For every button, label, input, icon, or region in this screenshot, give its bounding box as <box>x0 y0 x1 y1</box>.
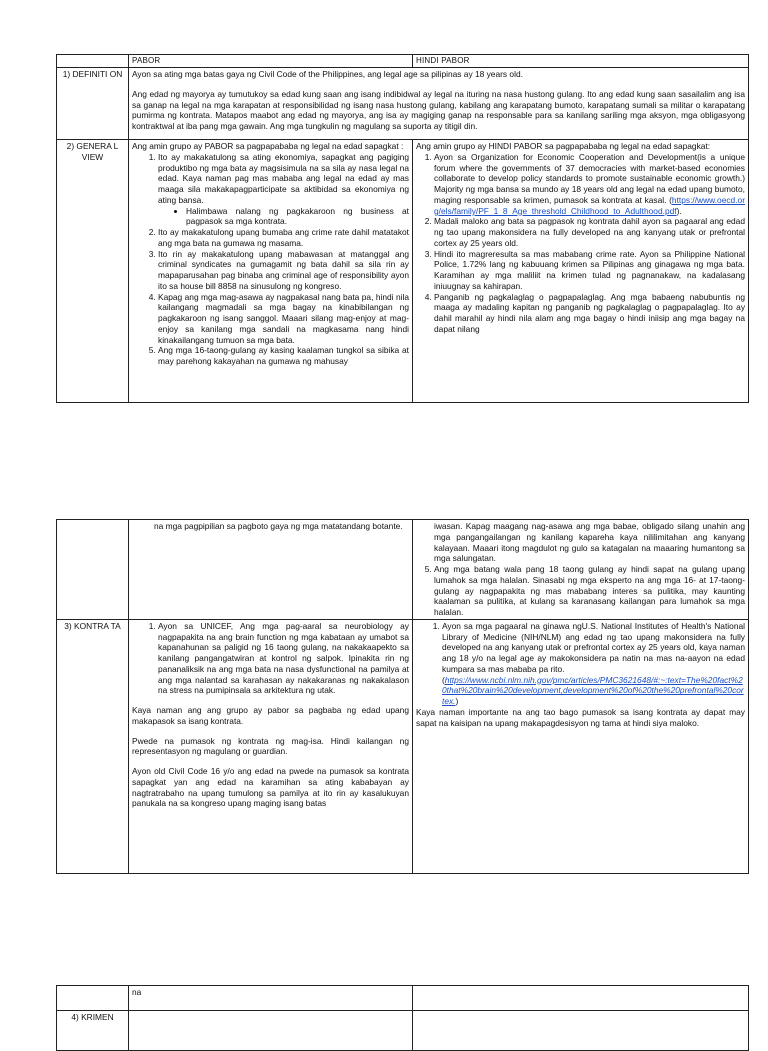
gv-continued-hindi <box>413 520 749 620</box>
pabor-intro: Ang amin grupo ay PABOR sa pagpapababa ng legal na edad sapagkat : <box>132 141 404 152</box>
kontrata-hindi-cell <box>413 619 749 873</box>
empty-label-cell <box>57 986 129 1011</box>
kontrata-pabor-paragraph-3: Ayon old Civil Code 16 y/o ang edad na pwede na pumasok sa kontrata sapagkat yan ang edad na karamihan sa ating kababayan ay nagtratrabaho na upang tumulong sa pamilya at ito rin ay kasalukuyan panukala na sa kongreso upang maging isang batas <box>132 766 409 809</box>
kontrata-label: 3) KONTRA TA <box>57 619 129 873</box>
kontrata-row <box>57 619 749 873</box>
gv-continued-pabor <box>129 520 413 620</box>
list-item: 2. Madali maloko ang bata sa pagpasok ng kontrata dahil ayon sa pagaaral ang edad ng tao upang makonsidera na fully developed na ang kanyang utak or prefrontal cortex ay 25 years old. <box>434 216 745 248</box>
hindi-intro: Ang amin grupo ay HINDI PABOR sa pagpapababa ng legal na edad sapagkat: <box>416 141 711 152</box>
oecd-link[interactable]: https://www.oecd.org/els/family/PF_1_8_Age_threshold_Childhood_to_Adulthood.pdf <box>434 194 745 216</box>
hindi-list <box>416 152 745 335</box>
definition-paragraph-1: Ayon sa ating mga batas gaya ng Civil Code of the Philippines, ang legal age sa pilipinas ay 18 years old. <box>132 69 523 80</box>
hindi-list-continued <box>416 564 745 618</box>
definition-paragraph-2: Ang edad ng mayorya ay tumutukoy sa edad kung saan ang isang indibidwal ay legal na ituring na nasa hustong gulang. Ito ang edad kung saan sasailalim ang isa sa ganap na legal na mga karapatan at responsibilidad ng isang nasa hustong gulang, kabilang ang karapatang bumoto, karapatang sumali sa militar o karapatang pumirma ng kontrata. Matapos maabot ang edad ng mayorya, ang isa ay magiging ganap na responsable para sa kanilang sariling mga aksyon, mga obligasyong kontraktwal at iba pang mga gawain. Ang mga tungkulin ng magulang sa suporta ay titigil din. <box>132 88 745 132</box>
debate-table-page-2 <box>56 519 749 874</box>
header-row <box>57 55 749 68</box>
debate-table-page-3 <box>56 985 749 1051</box>
header-hindi-pabor: HINDI PABOR <box>413 55 749 68</box>
definition-row <box>57 68 749 140</box>
kontrata-pabor-cell <box>129 619 413 873</box>
list-item: 2. Ito ay makakatulong upang bumaba ang crime rate dahil matatakot ang mga bata na gumawa ng masama. <box>158 227 409 249</box>
list-item: 4. Kapag ang mga mag-asawa ay nagpakasal nang bata pa, hindi nila kailangang magmadali sa mga bagay na kinabibilangan ng pagkakaroon ng isang sanggol. Maaari silang mag-enjoy at mag-enjoy sa kanilang mga sandali na magkasama nang hindi kinakailangang tumuon sa mga bata. <box>158 292 409 346</box>
definition-label: 1) DEFINITI ON <box>57 68 129 140</box>
continued-pabor: na <box>129 986 413 1011</box>
gv-continued-hindi-text: iwasan. Kapag maagang nag-asawa ang mga babae, obligado silang unahin ang mga pangangailangan ng kanilang kapareha kaya nililimitahan ang kanyang kalayaan. Maaari itong magdulot ng gulo sa katagalan na maaaring humantong sa mga salungatan. <box>434 521 745 564</box>
kontrata-pabor-paragraph-1: Kaya naman ang ang grupo ay pabor sa pagbaba ng edad upang makapasok sa isang kontrata. <box>132 705 409 726</box>
list-item: 1. Ito ay makakatulong sa ating ekonomiya, sapagkat ang pagiging produktibo ng mga bata ay magsisimula na sa sila ay nasa legal na edad. Kaya naman pag mas mababa ang legal na edad ay mas maaga sila makakapagparticipate sa aktibidad sa ekonomiya ng ating bansa. • Halimbawa nalang ng pagkakaroon ng business at pagpasok sa mga kontrata. <box>158 152 409 227</box>
list-item: 5. Ang mga batang wala pang 18 taong gulang ay hindi sapat na gulang upang lumahok sa mga halalan. Sinasabi ng mga eksperto na ang mga 16- at 17-taong-gulang ay nagpapakita ng mas mababang interes sa pulitika, may kaunting kaalaman sa pulitika, at kulang sa karanasang kailangan para lumahok sa mga halalan. <box>434 564 745 618</box>
general-view-label: 2) GENERA L VIEW <box>57 140 129 403</box>
krimen-label: 4) KRIMEN <box>57 1011 129 1051</box>
list-item: • Halimbawa nalang ng pagkakaroon ng business at pagpasok sa mga kontrata. <box>186 206 409 228</box>
kontrata-hindi-paragraph: Kaya naman importante na ang tao bago pumasok sa isang kontrata ay dapat may sapat na kaisipan na upang makapagdesisyon ng tama at hindi siya maloko. <box>416 706 745 728</box>
pabor-list <box>132 152 409 367</box>
list-item: 4. Panganib ng pagkalaglag o pagpapalaglag. Ang mga babaeng nabubuntis ng maaga ay madaling kapitan ng panganib ng pagkalaglag o pagpapalaglag. Ito ay dahil marahil ay hindi nila alam ang mga bagay o hindi iniisip ang mga bagay na dapat nilang <box>434 292 745 335</box>
list-item: 3. Ito rin ay makakatulong upang mabawasan at matanggal ang criminal syndicates na gumagamit ng bata dahil sa sila rin ay mapaparusahan pag binaba ang criminal age of responsibility ayon ito sa house bill 8858 na sinusulong ng kongreso. <box>158 249 409 292</box>
header-pabor: PABOR <box>129 55 413 68</box>
nih-link[interactable]: https://www.ncbi.nlm.nih.gov/pmc/articles/PMC3621648/#:~:text=The%20fact%20that%20brain%20development,development%20of%20the%20prefrontal%20cortex. <box>442 674 744 706</box>
continued-hindi <box>413 986 749 1011</box>
empty-label-cell <box>57 520 129 620</box>
list-item: 3. Hindi ito magreresulta sa mas mababang crime rate. Ayon sa Philippine National Police, 1.72% lang ng kabuuang krimen sa Pilipinas ang ginagawa ng mga bata. Karamihan ay mga maliliit na krimen tulad ng pagnanakaw, na kadalasang iniuugnay sa kahirapan. <box>434 249 745 292</box>
continued-row <box>57 986 749 1011</box>
list-item: 1. Ayon sa UNICEF, Ang mga pag-aaral sa neurobiology ay nagpapakita na ang brain function ng mga kabataan ay umabot sa kapanahunan sa paligid ng 16 taong gulang, na nakakaapekto sa kanilang pangangatwiran at kontrol ng salpok. Ipinakita rin ng pananaliksik na ang mga bata na nasa dysfunctional na pamilya at ang mga nalantad sa karahasan ay nakakaranas ng nakakalason na stress na pumipinsala sa arkitektura ng utak. <box>158 621 409 696</box>
nih-link-paragraph: (https://www.ncbi.nlm.nih.gov/pmc/articles/PMC3621648/#:~:text=The%20fact%20that%20brain%20development,development%20of%20the%20prefrontal%20cortex.) <box>442 674 744 706</box>
list-item: 1. Ayon sa Organization for Economic Cooperation and Development(is a unique forum where the governments of 37 democracies with market-based economies collaborate to develop policy standards to promote sustainable economic growth.) Majority ng mga bansa sa mundo ay 18 years old ang legal na edad upang bumoto, maging responsable sa krimen, pumasok sa kontrata at kasal. (https://www.oecd.org/els/family/PF_1_8_Age_threshold_Childhood_to_Adulthood.pdf). <box>434 152 745 217</box>
kontrata-pabor-paragraph-2: Pwede na pumasok ng kontrata ng mag-isa. Hindi kailangan ng representasyon ng magulang or guardian. <box>132 735 409 757</box>
general-view-pabor-cell <box>129 140 413 403</box>
header-empty-cell <box>57 55 129 68</box>
kontrata-pabor-list <box>132 621 409 696</box>
list-item: 5. Ang mga 16-taong-gulang ay kasing kaalaman tungkol sa sibika at may parehong kakayahan na gumawa ng mahusay <box>158 345 409 367</box>
krimen-pabor-cell <box>129 1011 413 1051</box>
general-view-continued-row <box>57 520 749 620</box>
krimen-hindi-cell <box>413 1011 749 1051</box>
debate-table-page-1 <box>56 54 749 403</box>
definition-content <box>129 68 749 140</box>
krimen-row <box>57 1011 749 1051</box>
general-view-hindi-cell <box>413 140 749 403</box>
general-view-row <box>57 140 749 403</box>
pabor-sub-list <box>158 206 409 228</box>
list-item: 1. Ayon sa mga pagaaral na ginawa ngU.S. National Institutes of Health's National Library of Medicine (NIH/NLM) ang edad ng tao upang makonsidera na fully developed na ang kanyang utak or prefrontal cortex ay 25 years old, kaya naman ang 18 y/o na legal age ay makokonsidera pa natin na mas na-aayon na edad kumpara sa mas mababa pa rito. <box>442 621 745 675</box>
kontrata-hindi-list <box>416 621 745 675</box>
gv-continued-pabor-text: na mga pagpipilian sa pagboto gaya ng mga matatandang botante. <box>154 521 403 531</box>
